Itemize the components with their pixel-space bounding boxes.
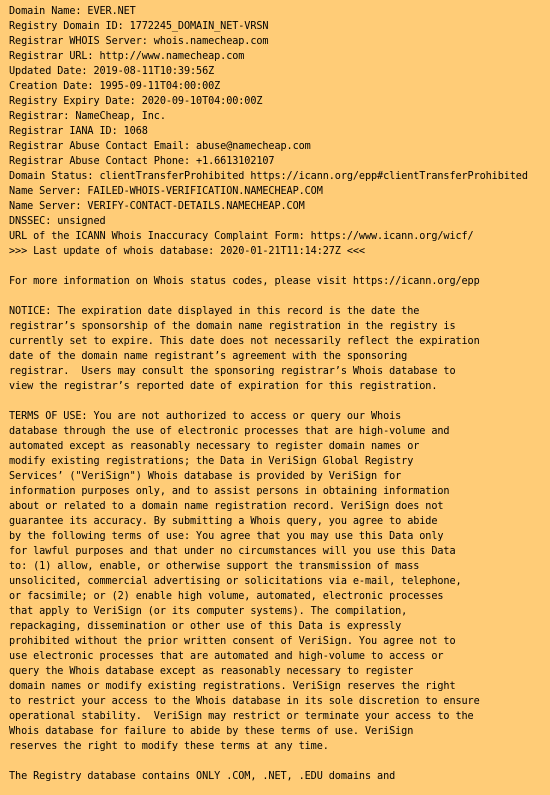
whois-line: Registrar IANA ID: 1068 bbox=[9, 126, 148, 137]
whois-line: query the Whois database except as reasonably necessary to register bbox=[9, 666, 414, 677]
whois-line: registrar. Users may consult the sponsoring registrar’s Whois database to bbox=[9, 366, 456, 377]
whois-line: Name Server: VERIFY-CONTACT-DETAILS.NAMECHEAP.COM bbox=[9, 201, 305, 212]
whois-line: modify existing registrations; the Data in VeriSign Global Registry bbox=[9, 456, 414, 467]
whois-line: operational stability. VeriSign may restrict or terminate your access to the bbox=[9, 711, 474, 722]
whois-line: Registrar Abuse Contact Phone: +1.6613102107 bbox=[9, 156, 275, 167]
whois-line: for lawful purposes and that under no circumstances will you use this Data bbox=[9, 546, 456, 557]
whois-line bbox=[9, 289, 550, 304]
whois-line: Creation Date: 1995-09-11T04:00:00Z bbox=[9, 81, 221, 92]
whois-line: reserves the right to modify these terms at any time. bbox=[9, 741, 329, 752]
whois-line: repackaging, dissemination or other use of this Data is expressly bbox=[9, 621, 402, 632]
whois-line: information purposes only, and to assist persons in obtaining information bbox=[9, 486, 450, 497]
whois-line: registrar’s sponsorship of the domain name registration in the registry is bbox=[9, 321, 456, 332]
whois-line: Updated Date: 2019-08-11T10:39:56Z bbox=[9, 66, 215, 77]
whois-line: Name Server: FAILED-WHOIS-VERIFICATION.NAMECHEAP.COM bbox=[9, 186, 323, 197]
whois-line: use electronic processes that are automated and high-volume to access or bbox=[9, 651, 444, 662]
whois-line: unsolicited, commercial advertising or solicitations via e-mail, telephone, bbox=[9, 576, 462, 587]
whois-line: Registrar: NameCheap, Inc. bbox=[9, 111, 166, 122]
whois-line bbox=[9, 754, 550, 769]
whois-line: date of the domain name registrant’s agreement with the sponsoring bbox=[9, 351, 408, 362]
whois-line: about or related to a domain name registration record. VeriSign does not bbox=[9, 501, 444, 512]
whois-line: >>> Last update of whois database: 2020-01-21T11:14:27Z <<< bbox=[9, 246, 365, 257]
whois-line: database through the use of electronic processes that are high-volume and bbox=[9, 426, 450, 437]
whois-line: Registrar URL: http://www.namecheap.com bbox=[9, 51, 245, 62]
whois-line: For more information on Whois status codes, please visit https://icann.org/epp bbox=[9, 276, 480, 287]
whois-line: DNSSEC: unsigned bbox=[9, 216, 106, 227]
whois-line: or facsimile; or (2) enable high volume, automated, electronic processes bbox=[9, 591, 444, 602]
whois-line: Services’ ("VeriSign") Whois database is provided by VeriSign for bbox=[9, 471, 402, 482]
whois-line: Registry Domain ID: 1772245_DOMAIN_NET-VRSN bbox=[9, 21, 269, 32]
whois-line: URL of the ICANN Whois Inaccuracy Complaint Form: https://www.icann.org/wicf/ bbox=[9, 231, 474, 242]
whois-line: domain names or modify existing registrations. VeriSign reserves the right bbox=[9, 681, 456, 692]
whois-line: view the registrar’s reported date of expiration for this registration. bbox=[9, 381, 438, 392]
whois-line: Whois database for failure to abide by these terms of use. VeriSign bbox=[9, 726, 414, 737]
whois-line: to restrict your access to the Whois database in its sole discretion to ensure bbox=[9, 696, 480, 707]
whois-line: NOTICE: The expiration date displayed in this record is the date the bbox=[9, 306, 420, 317]
whois-line: currently set to expire. This date does not necessarily reflect the expiration bbox=[9, 336, 480, 347]
whois-line: by the following terms of use: You agree that you may use this Data only bbox=[9, 531, 444, 542]
whois-line: The Registry database contains ONLY .COM, .NET, .EDU domains and bbox=[9, 771, 396, 782]
whois-line: prohibited without the prior written consent of VeriSign. You agree not to bbox=[9, 636, 456, 647]
whois-line: Domain Status: clientTransferProhibited https://icann.org/epp#clientTransferProhibited bbox=[9, 171, 528, 182]
whois-line: guarantee its accuracy. By submitting a Whois query, you agree to abide bbox=[9, 516, 438, 527]
whois-line bbox=[9, 259, 550, 274]
whois-line: Domain Name: EVER.NET bbox=[9, 6, 136, 17]
whois-line: automated except as reasonably necessary to register domain names or bbox=[9, 441, 420, 452]
whois-line bbox=[9, 394, 550, 409]
whois-line: Registry Expiry Date: 2020-09-10T04:00:00Z bbox=[9, 96, 263, 107]
whois-line: to: (1) allow, enable, or otherwise support the transmission of mass bbox=[9, 561, 420, 572]
whois-line: Registrar Abuse Contact Email: abuse@namecheap.com bbox=[9, 141, 311, 152]
whois-line: that apply to VeriSign (or its computer systems). The compilation, bbox=[9, 606, 408, 617]
whois-line: Registrar WHOIS Server: whois.namecheap.com bbox=[9, 36, 269, 47]
whois-line: TERMS OF USE: You are not authorized to access or query our Whois bbox=[9, 411, 402, 422]
